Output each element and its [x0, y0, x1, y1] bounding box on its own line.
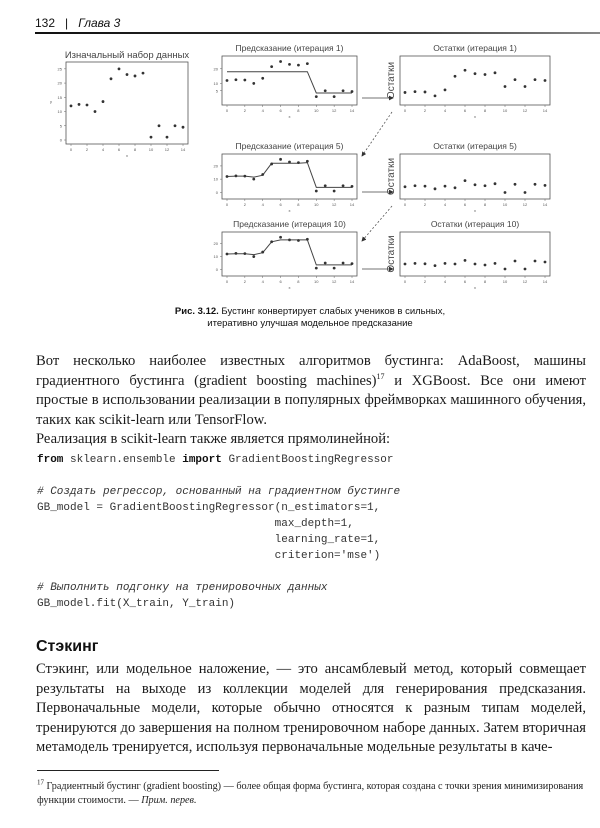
svg-text:4: 4 [443, 108, 447, 113]
svg-text:6: 6 [463, 279, 467, 284]
svg-text:0: 0 [403, 202, 407, 207]
code-line-6: criterion='mse') [37, 550, 381, 562]
svg-text:15: 15 [57, 94, 62, 100]
svg-text:10: 10 [213, 80, 218, 86]
svg-text:2: 2 [243, 108, 246, 113]
footnote-text: Градиентный бустинг (gradient boosting) — более общая форма бустинга, которая создана с точки зрения минимизирования функции стоимости. — [37, 781, 584, 806]
svg-text:6: 6 [279, 202, 282, 207]
plot-residuals-iter-5 [386, 141, 550, 213]
svg-text:10: 10 [314, 108, 319, 113]
code-keyword-import: import [182, 454, 222, 466]
running-head [35, 16, 120, 30]
svg-text:8: 8 [297, 108, 300, 113]
svg-text:2: 2 [85, 147, 89, 152]
svg-text:10: 10 [502, 108, 508, 113]
svg-text:4: 4 [261, 279, 264, 284]
plot-prediction-iter-10 [214, 219, 357, 290]
code-line-4: max_depth=1, [37, 518, 354, 530]
plot-title: Предсказание (итерация 5) [235, 141, 344, 151]
svg-text:10: 10 [213, 254, 218, 260]
svg-text:6: 6 [117, 147, 121, 152]
paragraph-boosting-algorithms [36, 352, 586, 430]
svg-text:5: 5 [59, 123, 62, 129]
plot-title: Предсказание (итерация 10) [233, 219, 346, 229]
svg-text:14: 14 [349, 202, 355, 207]
svg-text:12: 12 [164, 147, 170, 152]
figure-caption [150, 306, 470, 330]
code-module: sklearn.ensemble [63, 454, 183, 466]
svg-text:14: 14 [542, 279, 548, 284]
svg-text:14: 14 [180, 147, 186, 152]
plot-title: Остатки (итерация 1) [433, 43, 517, 53]
svg-text:14: 14 [349, 279, 355, 284]
svg-text:4: 4 [261, 202, 264, 207]
svg-text:12: 12 [331, 202, 337, 207]
svg-text:4: 4 [443, 279, 447, 284]
svg-text:x: x [288, 114, 291, 119]
page-number: 132 [35, 16, 56, 30]
header-rule [35, 32, 600, 34]
svg-text:20: 20 [213, 241, 218, 247]
svg-text:0: 0 [69, 147, 73, 152]
svg-text:25: 25 [57, 66, 62, 72]
code-comment-2: # Выполнить подгонку на тренировочных данных [37, 582, 328, 594]
svg-text:6: 6 [463, 108, 467, 113]
footnote [37, 780, 587, 808]
page-header [35, 12, 600, 34]
svg-text:0: 0 [225, 202, 229, 207]
code-class: GradientBoostingRegressor [221, 454, 394, 466]
svg-text:8: 8 [483, 108, 487, 113]
paragraph-stacking: Стэкинг, или модельное наложение, — это ансамблевый метод, который совмещает результаты на выходе из коллекции моделей для генерирования предсказания. Первоначальные модели, которые обычно относятся к разным типам моделей, тренируются до завершения на полном тренировочном наборе данных. Затем вторичная метамодель тренируется, используя первоначальные модельные результаты в каче- [36, 661, 586, 755]
y-axis-label: Остатки [386, 235, 397, 273]
plot-title: Остатки (итерация 5) [433, 141, 517, 151]
svg-text:x: x [474, 285, 476, 290]
svg-text:12: 12 [522, 202, 528, 207]
svg-text:8: 8 [483, 279, 487, 284]
para1-text: Вот несколько наиболее известных алгоритмов бустинга: AdaBoost, машины градиентного бустинга (gradient boosting machines) [36, 353, 586, 389]
figure-boosting [0, 36, 600, 300]
section-heading-stacking: Стэкинг [36, 638, 99, 655]
svg-text:20: 20 [57, 80, 62, 86]
plot-prediction-iter-5 [214, 141, 357, 213]
svg-text:10: 10 [213, 176, 218, 182]
svg-text:12: 12 [331, 279, 337, 284]
svg-text:8: 8 [133, 147, 137, 152]
plot-title: Остатки (итерация 10) [430, 219, 520, 229]
svg-text:0: 0 [403, 279, 407, 284]
svg-text:0: 0 [215, 189, 218, 195]
svg-text:6: 6 [463, 202, 467, 207]
svg-text:10: 10 [314, 202, 319, 207]
footnote-rule [37, 770, 219, 771]
paragraph-sklearn: Реализация в scikit-learn также является прямолинейной: [36, 431, 391, 447]
caption-line-2: итеративно улучшая модельное предсказание [207, 318, 413, 329]
svg-text:6: 6 [279, 279, 282, 284]
svg-text:2: 2 [423, 202, 427, 207]
caption-line-1: Бустинг конвертирует слабых учеников в сильных, [221, 306, 446, 317]
svg-text:4: 4 [101, 147, 105, 152]
header-separator: | [65, 16, 69, 30]
code-comment-1: # Создать регрессор, основанный на градиентном бустинге [37, 486, 401, 498]
svg-text:10: 10 [57, 109, 62, 115]
boosting-diagram [0, 36, 600, 300]
code-keyword-from: from [37, 454, 64, 466]
plot-initial-dataset [50, 50, 189, 158]
svg-text:8: 8 [297, 202, 300, 207]
svg-text:x: x [126, 153, 128, 158]
svg-text:5: 5 [215, 88, 218, 94]
svg-text:12: 12 [522, 279, 528, 284]
svg-text:2: 2 [423, 108, 427, 113]
svg-text:2: 2 [423, 279, 427, 284]
footnote-ref[interactable]: 17 [376, 371, 385, 381]
svg-text:2: 2 [243, 202, 246, 207]
code-line-8: GB_model.fit(X_train, Y_train) [37, 598, 236, 610]
plot-prediction-iter-1 [214, 43, 357, 119]
svg-text:0: 0 [215, 266, 218, 272]
svg-text:0: 0 [225, 108, 229, 113]
plot-residuals-iter-1 [386, 43, 550, 119]
code-block [37, 452, 400, 612]
caption-label: Рис. 3.12. [174, 306, 219, 317]
svg-text:10: 10 [502, 202, 508, 207]
svg-text:20: 20 [213, 163, 218, 169]
svg-text:4: 4 [261, 108, 264, 113]
svg-text:8: 8 [297, 279, 300, 284]
svg-text:x: x [288, 208, 291, 213]
footnote-number: 17 [37, 778, 44, 787]
y-axis-label: Остатки [386, 61, 397, 100]
svg-text:0: 0 [403, 108, 407, 113]
svg-text:10: 10 [502, 279, 508, 284]
code-line-5: learning_rate=1, [37, 534, 381, 546]
y-axis-label: Остатки [386, 157, 397, 196]
code-line-3: GB_model = GradientBoostingRegressor(n_estimators=1, [37, 502, 381, 514]
svg-text:20: 20 [213, 66, 218, 72]
svg-text:y: y [50, 99, 52, 104]
svg-text:4: 4 [443, 202, 447, 207]
svg-text:0: 0 [225, 279, 229, 284]
para1-tail: и XGBoost. Все они имеют простые в использовании реализации в популярных фреймворках машинного обучения, таких как scikit-learn или TensorFlow. [36, 372, 587, 428]
svg-text:8: 8 [483, 202, 487, 207]
svg-text:x: x [474, 114, 476, 119]
translator-note: Прим. перев. [141, 795, 197, 806]
svg-text:10: 10 [314, 279, 319, 284]
plot-title: Предсказание (итерация 1) [235, 43, 344, 53]
dashed-arrow-icon [362, 112, 392, 156]
svg-text:x: x [474, 208, 476, 213]
svg-text:x: x [288, 285, 291, 290]
svg-text:12: 12 [331, 108, 337, 113]
svg-text:12: 12 [522, 108, 528, 113]
svg-text:14: 14 [349, 108, 355, 113]
svg-text:10: 10 [148, 147, 154, 152]
chapter-title: Глава 3 [78, 16, 121, 30]
plot-title: Изначальный набор данных [64, 50, 190, 61]
svg-text:2: 2 [243, 279, 246, 284]
svg-text:6: 6 [279, 108, 282, 113]
plot-residuals-iter-10 [386, 219, 550, 290]
svg-text:0: 0 [59, 137, 62, 143]
svg-text:14: 14 [542, 202, 548, 207]
svg-text:14: 14 [542, 108, 548, 113]
